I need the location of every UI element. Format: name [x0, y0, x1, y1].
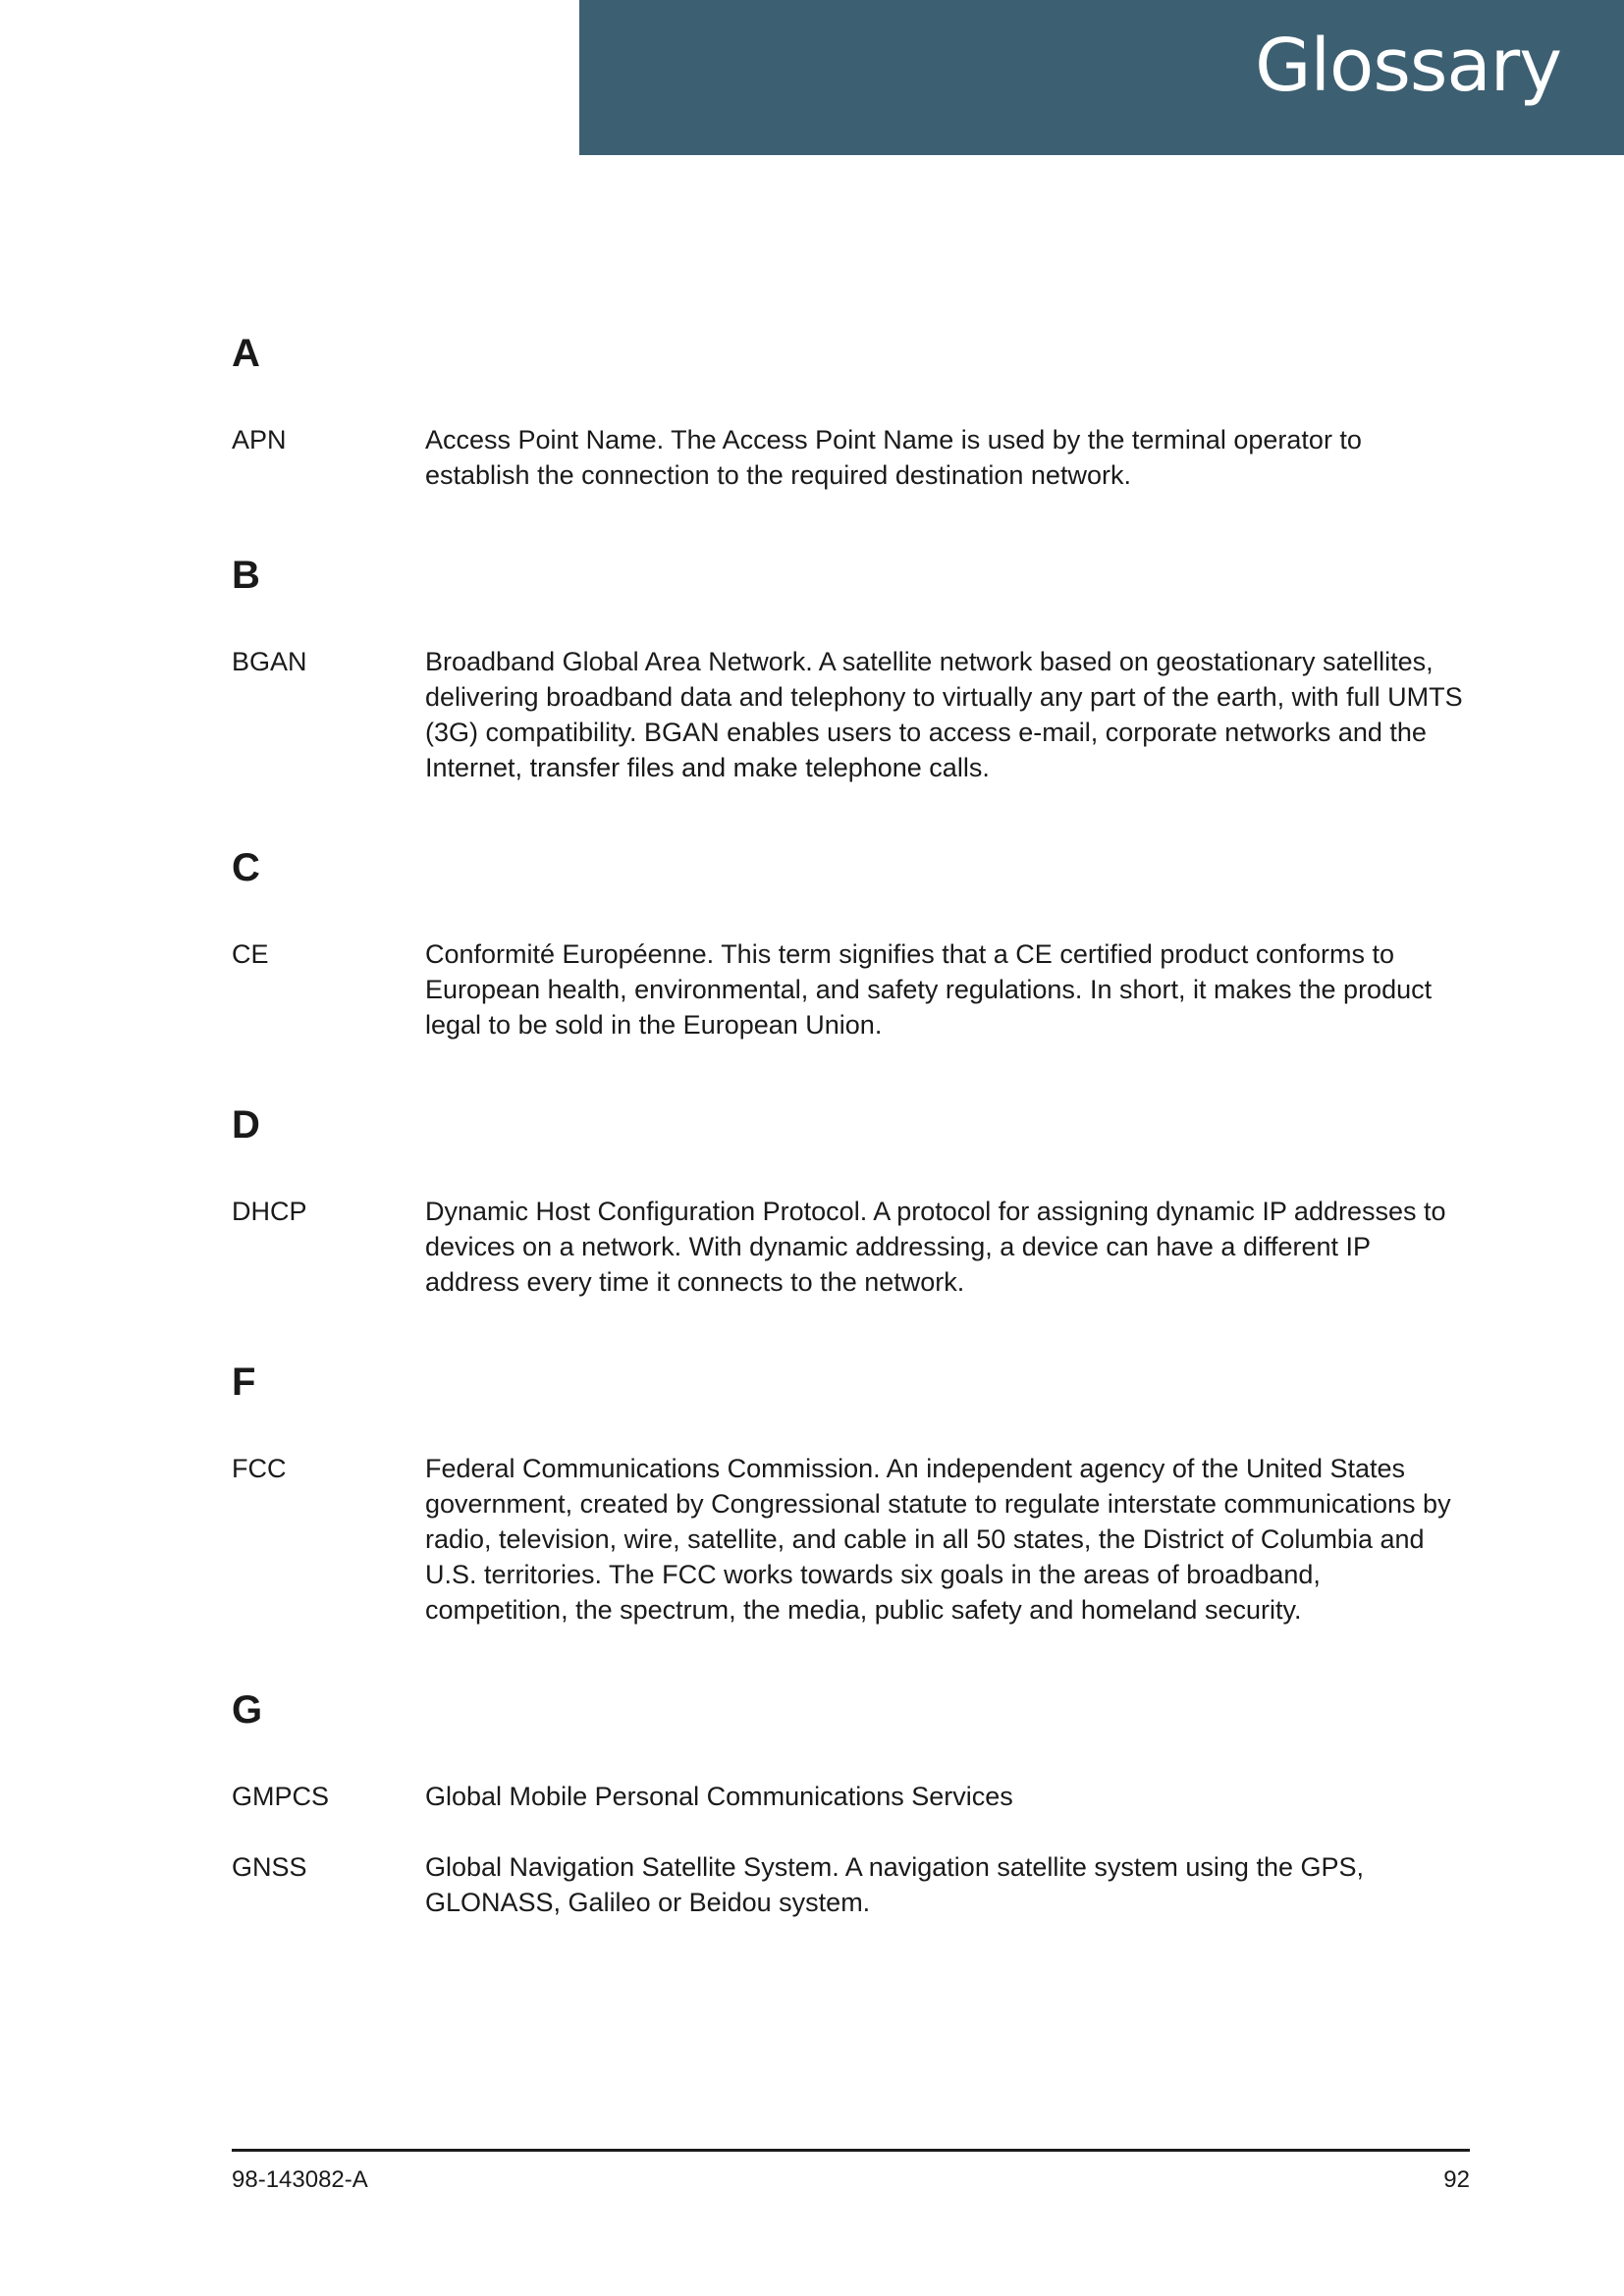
glossary-entry [232, 1194, 1469, 1300]
glossary-term: GMPCS [232, 1782, 330, 1811]
glossary-entry [232, 1451, 1469, 1628]
page-number: 92 [1443, 2166, 1470, 2193]
section-letter: F [232, 1361, 256, 1404]
glossary-content [232, 334, 1469, 1983]
glossary-entry [232, 1779, 1469, 1814]
section-letter: G [232, 1688, 263, 1732]
glossary-definition: Global Mobile Personal Communications Services [425, 1782, 1013, 1811]
glossary-term: DHCP [232, 1197, 307, 1226]
glossary-section-a [232, 334, 1469, 493]
glossary-definition: Federal Communications Commission. An independent agency of the United States government, created by Congressional statute to regulate interstate communications by radio, television, wire, satellite, and cable in all 50 states, the District of Columbia and U.S. territories. The FCC works towards six goals in the areas of broadband, competition, the spectrum, the media, public safety and homeland security. [425, 1454, 1451, 1625]
glossary-definition: Global Navigation Satellite System. A navigation satellite system using the GPS, GLONASS, Galileo or Beidou system. [425, 1852, 1364, 1917]
header-band [579, 0, 1624, 155]
glossary-definition: Broadband Global Area Network. A satellite network based on geostationary satellites, delivering broadband data and telephony to virtually any part of the earth, with full UMTS (3G) compatibility. BGAN enables users to access e-mail, corporate networks and the Internet, transfer files and make telephone calls. [425, 647, 1463, 782]
glossary-term: GNSS [232, 1852, 307, 1882]
glossary-section-g [232, 1690, 1469, 1920]
glossary-section-b [232, 556, 1469, 785]
glossary-term: CE [232, 939, 269, 969]
glossary-section-d [232, 1105, 1469, 1300]
glossary-term: APN [232, 425, 287, 454]
footer-divider [232, 2149, 1470, 2152]
glossary-entry [232, 1849, 1469, 1920]
section-letter: C [232, 846, 260, 889]
glossary-definition: Conformité Européenne. This term signifies that a CE certified product conforms to European health, environmental, and safety regulations. In short, it makes the product legal to be sold in the European Union. [425, 939, 1433, 1040]
glossary-section-f [232, 1362, 1469, 1628]
glossary-section-c [232, 848, 1469, 1042]
glossary-definition: Dynamic Host Configuration Protocol. A protocol for assigning dynamic IP addresses to devices on a network. With dynamic addressing, a device can have a different IP address every time it connects to the network. [425, 1197, 1446, 1297]
glossary-entry [232, 644, 1469, 785]
section-letter: B [232, 554, 260, 597]
page-title: Glossary [1255, 24, 1561, 108]
glossary-term: FCC [232, 1454, 287, 1483]
document-number: 98-143082-A [232, 2166, 368, 2193]
glossary-definition: Access Point Name. The Access Point Name is used by the terminal operator to establish the connection to the required destination network. [425, 425, 1362, 490]
section-letter: D [232, 1103, 260, 1147]
glossary-entry [232, 936, 1469, 1042]
glossary-entry [232, 422, 1469, 493]
glossary-term: BGAN [232, 647, 307, 676]
section-letter: A [232, 332, 260, 375]
